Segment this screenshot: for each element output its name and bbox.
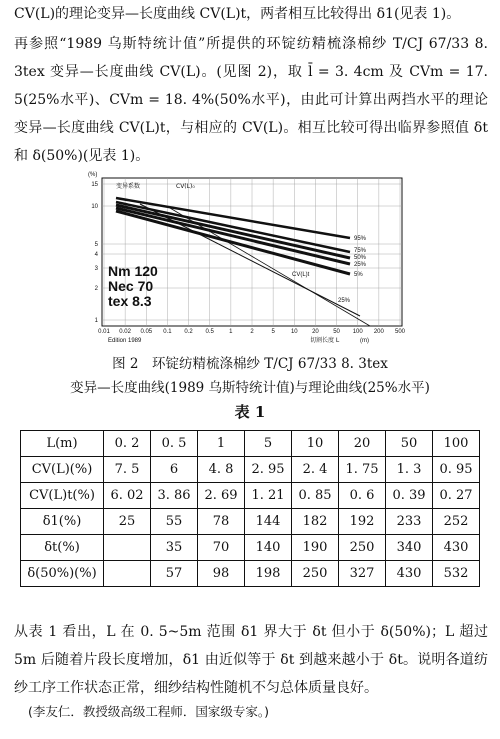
table-cell: 140	[245, 535, 292, 561]
table-cell: 57	[151, 561, 198, 587]
figure-2	[80, 170, 420, 348]
table-cell: 250	[292, 561, 339, 587]
table-row	[21, 457, 480, 483]
x-tick-label: 50	[333, 329, 340, 335]
table-cell: 0. 39	[386, 483, 433, 509]
table-row	[21, 483, 480, 509]
pct-label-75: 75%	[354, 248, 367, 254]
pct-label-50: 50%	[354, 255, 367, 261]
table-cell: 35	[151, 535, 198, 561]
table-cell	[104, 535, 151, 561]
table-cell: 2. 95	[245, 457, 292, 483]
theory-label: CV(L)t	[292, 272, 310, 278]
table-cell: 70	[198, 535, 245, 561]
table-cell: 2. 69	[198, 483, 245, 509]
cv-length-chart	[80, 170, 420, 348]
table-cell: 0. 5	[151, 431, 198, 457]
table-cell: 0. 95	[433, 457, 480, 483]
x-tick-label: 100	[352, 329, 363, 335]
table-cell: 252	[433, 509, 480, 535]
x-tick-label: 0.5	[205, 329, 214, 335]
table-cell: 1. 21	[245, 483, 292, 509]
table-cell: 25	[104, 509, 151, 535]
x-tick-label: 500	[394, 329, 406, 335]
curve-label: CV(L)₀	[176, 183, 195, 190]
paragraph-intro: CV(L)的理论变异—长度曲线 CV(L)t，两者相互比较得出 δ1(见表 1)。	[14, 6, 461, 22]
table-row	[21, 431, 480, 457]
pct-label-25: 25%	[354, 262, 367, 268]
table-row	[21, 509, 480, 535]
y-tick-label: 2	[94, 286, 98, 292]
y-tick-label: 4	[94, 252, 98, 258]
y-tick-label: 1	[94, 318, 98, 324]
table-cell: 2. 4	[292, 457, 339, 483]
table-cell: 182	[292, 509, 339, 535]
x-unit: (m)	[360, 338, 369, 344]
table-cell: 144	[245, 509, 292, 535]
y-axis-label: 变异系数	[116, 183, 141, 190]
x-tick-label: 0.2	[184, 329, 193, 335]
y-tick-labels	[91, 182, 98, 324]
table-cell: 1	[198, 431, 245, 457]
table-cell: 7. 5	[104, 457, 151, 483]
y-tick-label: 5	[94, 242, 98, 248]
author-note: (李友仁．教授级高级工程师．国家级专家。)	[28, 704, 270, 719]
x-tick-label: 1	[229, 329, 233, 335]
theory-pct-label: 25%	[338, 298, 351, 304]
row-header: δ(50%)(%)	[21, 561, 104, 587]
table-cell: 0. 27	[433, 483, 480, 509]
table-cell: 0. 2	[104, 431, 151, 457]
table-cell: 20	[339, 431, 386, 457]
table-cell: 1. 75	[339, 457, 386, 483]
table-cell: 4. 8	[198, 457, 245, 483]
table-cell: 430	[433, 535, 480, 561]
table-cell: 5	[245, 431, 292, 457]
table-cell: 6	[151, 457, 198, 483]
table-cell: 340	[386, 535, 433, 561]
nec-label: Nec 70	[108, 278, 154, 294]
row-header: CV(L)t(%)	[21, 483, 104, 509]
x-tick-label: 0.1	[163, 329, 172, 335]
y-unit: (%)	[88, 172, 98, 178]
x-tick-label: 2	[250, 329, 254, 335]
table-cell: 233	[386, 509, 433, 535]
paragraph-reference: 再参照“1989 乌斯特统计值”所提供的环锭纺精梳涤棉纱 T/CJ 67/33 8. 3tex 变异—长度曲线 CV(L)。(见图 2)，取 l̄ = 3. 4cm 及 CVm = 17. 5(25%水平)、CVm = 18. 4%(50%水平)，由此可计算出两挡水平的理论变异—长度曲线 CV(L)t，与相应的 CV(L)。相互比较可得出临界参照值 δt 和 δ(50%)(见表 1)。	[14, 36, 488, 164]
row-header: δt(%)	[21, 535, 104, 561]
x-tick-labels	[98, 329, 406, 335]
table-cell: 55	[151, 509, 198, 535]
table-cell: 50	[386, 431, 433, 457]
tex-label: tex 8.3	[108, 293, 152, 309]
table-cell: 190	[292, 535, 339, 561]
figure-caption-line2: 变异—长度曲线(1989 乌斯特统计值)与理论曲线(25%水平)	[70, 380, 430, 396]
table-cell: 250	[339, 535, 386, 561]
table-cell: 78	[198, 509, 245, 535]
paragraph-conclusion: 从表 1 看出，L 在 0. 5~5m 范围 δ1 界大于 δt 但小于 δ(50%)；L 超过 5m 后随着片段长度增加，δ1 由近似等于 δt 到越来越小于 δt。说明各道纺纱工序工作状态正常，细纱结构性随机不匀总体质量良好。	[14, 624, 488, 696]
table-title: 表 1	[234, 403, 266, 421]
table-cell: 0. 85	[292, 483, 339, 509]
table-row	[21, 535, 480, 561]
y-tick-label: 15	[91, 182, 98, 188]
table-cell: 192	[339, 509, 386, 535]
row-header: δ1(%)	[21, 509, 104, 535]
table-row	[21, 561, 480, 587]
table-cell: 6. 02	[104, 483, 151, 509]
x-tick-label: 0.01	[98, 329, 110, 335]
table-cell: 3. 86	[151, 483, 198, 509]
x-axis-label: 切割长度 L	[310, 337, 340, 344]
table-cell	[104, 561, 151, 587]
table-cell: 100	[433, 431, 480, 457]
table-cell: 0. 6	[339, 483, 386, 509]
nm-label: Nm 120	[108, 263, 158, 279]
table-cell: 430	[386, 561, 433, 587]
edition-label: Edition 1989	[108, 338, 142, 344]
x-tick-label: 0.02	[119, 329, 131, 335]
y-tick-label: 3	[94, 266, 98, 272]
x-tick-label: 200	[373, 329, 384, 335]
y-tick-label: 10	[91, 204, 98, 210]
row-header: CV(L)(%)	[21, 457, 104, 483]
table-cell: 198	[245, 561, 292, 587]
pct-label-95: 95%	[354, 236, 367, 242]
table-cell: 327	[339, 561, 386, 587]
table-cell: 532	[433, 561, 480, 587]
table-cell: 98	[198, 561, 245, 587]
x-tick-label: 20	[312, 329, 319, 335]
row-header: L(m)	[21, 431, 104, 457]
table-cell: 1. 3	[386, 457, 433, 483]
pct-label-5: 5%	[354, 272, 363, 278]
data-table	[20, 430, 480, 587]
curve-25pct	[116, 208, 350, 264]
figure-caption-line1: 图 2 环锭纺精梳涤棉纱 T/CJ 67/33 8. 3tex	[112, 356, 388, 372]
x-tick-label: 0.05	[140, 329, 153, 335]
table-cell: 10	[292, 431, 339, 457]
x-tick-label: 5	[271, 329, 275, 335]
theory-curve-lower	[170, 208, 370, 326]
x-tick-label: 10	[290, 329, 298, 335]
